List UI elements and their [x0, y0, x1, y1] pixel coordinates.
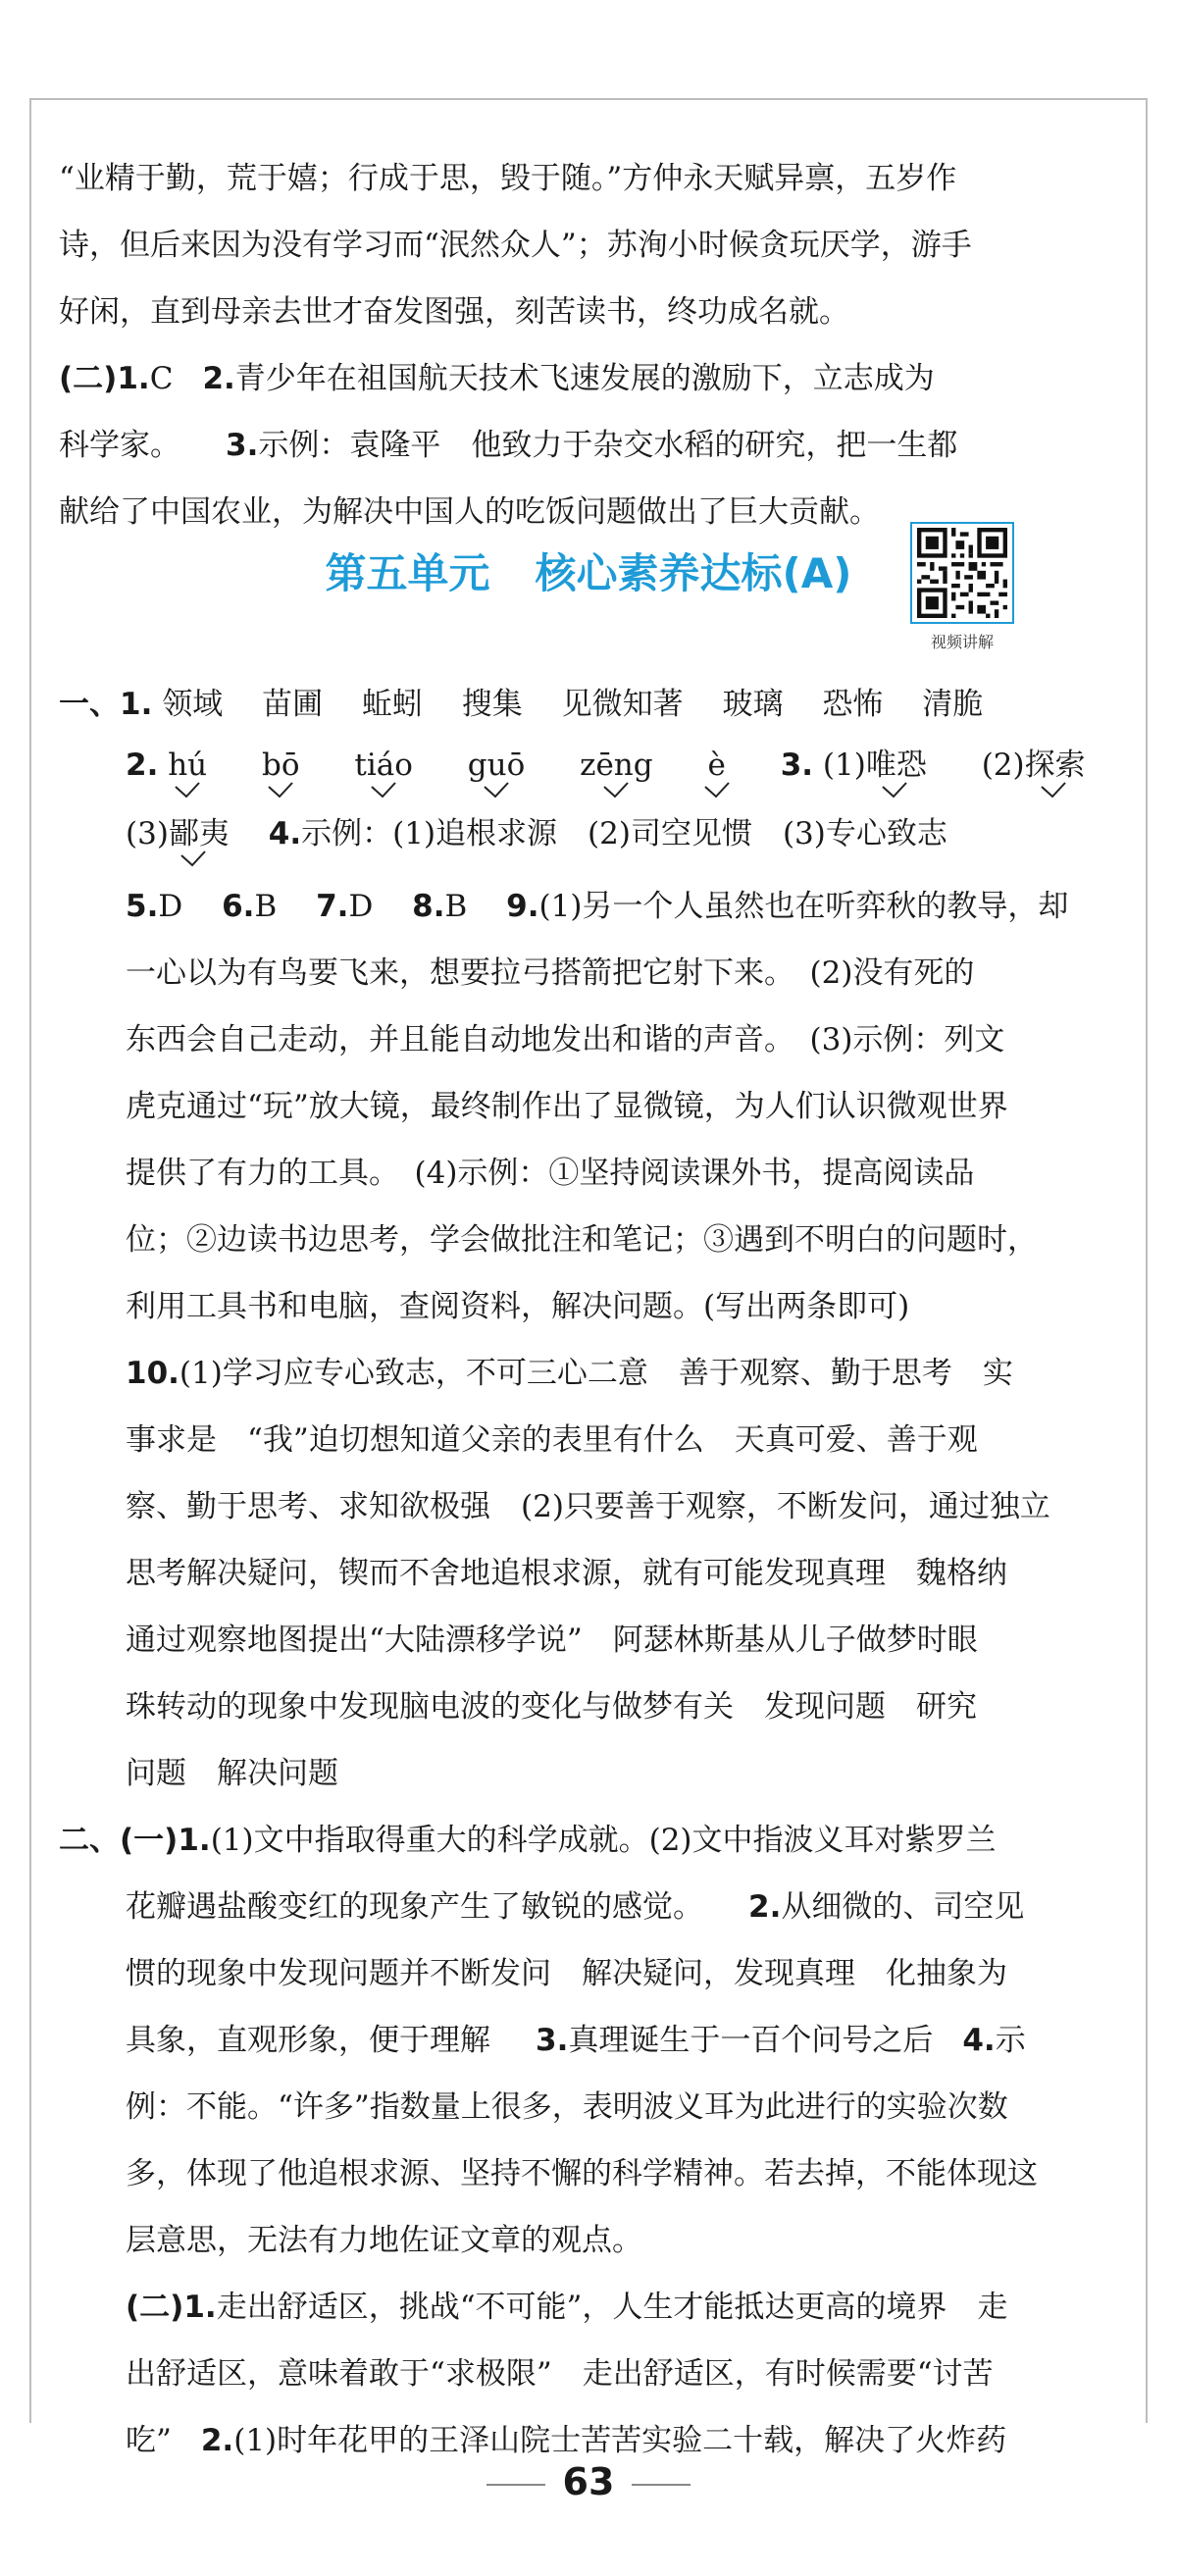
q10-line: 通过观察地图提出“大陆漂移学说” 阿瑟林斯基从儿子做梦时眼	[126, 1623, 978, 1658]
pinyin-item: guō	[468, 738, 525, 793]
sub1-text: 花瓣遇盐酸变红的现象产生了敏锐的感觉。	[126, 1889, 703, 1925]
part2-sub1-line-5: 例：不能。“许多”指数量上很多，表明波义耳为此进行的实验次数	[126, 2089, 1008, 2125]
part2-sub1-line-4	[126, 2013, 1118, 2068]
part2-sub1-line-2	[126, 1880, 1118, 1934]
mc-num: 6.	[222, 889, 255, 924]
part-a2-q1: C	[149, 361, 174, 396]
pinyin-item: è	[707, 738, 725, 793]
pinyin-item: hú	[168, 738, 207, 793]
part1-q2-num: 2.	[126, 747, 159, 783]
part-a2-label: (二)	[59, 361, 118, 396]
mc-answer: D	[348, 889, 374, 924]
intro-line-2: 诗，但后来因为没有学习而“泯然众人”；苏洵小时候贪玩厌学，游手	[59, 228, 972, 263]
q1-word: 玻璃	[722, 687, 784, 722]
part-a2-q2: 青少年在祖国航天技术飞速发展的激励下，立志成为	[234, 361, 935, 396]
mc-num: 5.	[126, 889, 159, 924]
part2-sub1-line-3: 惯的现象中发现问题并不断发问 解决疑问，发现真理 化抽象为	[126, 1956, 1007, 1991]
part2-sub2-line-2: 出舒适区，意味着敢于“求极限” 走出舒适区，有时候需要“讨苦	[126, 2356, 994, 2392]
q3-item: (1)唯恐	[823, 738, 927, 793]
q1-word: 恐怖	[822, 687, 884, 722]
check-mark-icon	[703, 781, 731, 799]
part-a2-q3: 示例：袁隆平 他致力于杂交水稻的研究，把一生都	[258, 428, 958, 463]
q3-item: (2)探索	[982, 738, 1086, 793]
qr-code-icon[interactable]	[910, 522, 1014, 624]
sub1-text: 示	[995, 2023, 1026, 2058]
page-frame-left	[29, 98, 31, 2423]
intro-line-3: 好闲，直到母亲去世才奋发图强，刻苦读书，终功成名就。	[59, 294, 849, 330]
mc-answer: B	[444, 889, 468, 924]
unit-title-left: 第五单元	[325, 549, 490, 597]
intro-line-1: “业精于勤，荒于嬉；行成于思，毁于随。”方仲永天赋异禀，五岁作	[59, 161, 957, 196]
part2-sub1-line-7: 层意思，无法有力地佐证文章的观点。	[126, 2223, 642, 2258]
q9-line: 东西会自己走动，并且能自动地发出和谐的声音。 (3)示例：列文	[126, 1022, 1005, 1057]
part-a2-q3-num: 3.	[226, 428, 259, 463]
sub1-text: (1)文中指取得重大的科学成就。(2)文中指波义耳对紫罗兰	[210, 1823, 997, 1858]
page-number	[0, 2452, 1177, 2511]
q1-word: 领域	[162, 687, 224, 722]
q9-line: 虎克通过“玩”放大镜，最终制作出了显微镜，为人们认识微观世界	[126, 1089, 1008, 1124]
check-mark-icon	[174, 781, 201, 799]
page-number-text: 63	[562, 2460, 615, 2503]
q1-word: 清脆	[922, 687, 984, 722]
part-a2-q2-num: 2.	[202, 361, 235, 396]
mc-answer: D	[158, 889, 183, 924]
part1-q1-num: 1.	[120, 687, 153, 722]
q1-word: 搜集	[461, 687, 523, 722]
q1-word: 见微知著	[561, 687, 684, 722]
part2-sub2-line-1	[126, 2280, 1118, 2335]
part1-q1-line	[59, 677, 1118, 732]
q-num: 2.	[748, 1889, 782, 1925]
q10-line: 珠转动的现象中发现脑电波的变化与做梦有关 发现问题 研究	[126, 1689, 977, 1725]
part2-sub2-label: (二)	[126, 2290, 184, 2325]
check-mark-icon	[602, 781, 630, 799]
q10-text: (1)学习应专心致志，不可三心二意 善于观察、勤于思考 实	[179, 1356, 1013, 1391]
pinyin-item: bō	[262, 738, 300, 793]
part1-q4: 示例：(1)追根求源 (2)司空见惯 (3)专心致志	[301, 816, 947, 851]
mc-answer: B	[254, 889, 278, 924]
part1-q10-num: 10.	[126, 1356, 179, 1391]
q-num: 1.	[183, 2290, 217, 2325]
sub2-text: 走出舒适区，挑战“不可能”，人生才能抵达更高的境界 走	[216, 2290, 1008, 2325]
q-num: 3.	[536, 2023, 569, 2058]
q10-line: 事求是 “我”迫切想知道父亲的表里有什么 天真可爱、善于观	[126, 1422, 978, 1458]
page-frame-right	[1146, 98, 1148, 2423]
q1-word: 蚯蚓	[361, 687, 423, 722]
q10-line: 问题 解决问题	[126, 1756, 338, 1791]
part1-q3q4-line	[126, 806, 1118, 861]
check-mark-icon	[267, 781, 294, 799]
mc-num: 7.	[316, 889, 349, 924]
pinyin-item: tiáo	[354, 738, 413, 793]
part2-sub1-line-1	[59, 1813, 1118, 1868]
q10-line: 思考解决疑问，锲而不舍地追根求源，就有可能发现真理 魏格纳	[126, 1556, 1007, 1591]
sub1-text: 具象，直观形象，便于理解	[126, 2023, 490, 2058]
sub2-text: (1)时年花甲的王泽山院士苦苦实验二十载，解决了火炸药	[233, 2423, 1007, 2458]
q-num: 4.	[962, 2023, 996, 2058]
part1-q4-num: 4.	[268, 816, 302, 851]
qr-caption: 视频讲解	[930, 633, 994, 651]
pinyin-item: zēng	[580, 738, 653, 793]
part-a2-line-1	[59, 351, 1118, 406]
q9-line: 提供了有力的工具。 (4)示例：①坚持阅读课外书，提高阅读品	[126, 1156, 975, 1191]
sub1-text: 从细微的、司空见	[781, 1889, 1025, 1925]
q9-line: 一心以为有鸟要飞来，想要拉弓搭箭把它射下来。 (2)没有死的	[126, 955, 975, 991]
part1-q2-line	[126, 738, 1118, 793]
q9-line: 位；②边读书边思考，学会做批注和笔记；③遇到不明白的问题时，	[126, 1222, 1038, 1258]
part-a2-q1-num: 1.	[117, 361, 150, 396]
part-a2-line-2	[59, 418, 1118, 473]
q9-text: (1)另一个人虽然也在听弈秋的教导，却	[538, 889, 1069, 924]
qr-code-graphic	[916, 528, 1008, 618]
q3-item: (3)鄙夷	[126, 806, 230, 861]
part1-q9-num: 9.	[506, 889, 539, 924]
page-number-dash	[486, 2484, 545, 2486]
part1-mc-q9-line	[126, 879, 1118, 934]
q-num: 2.	[200, 2423, 234, 2458]
part1-q3-num: 3.	[780, 747, 814, 783]
q10-line: 察、勤于思考、求知欲极强 (2)只要善于观察，不断发问，通过独立	[126, 1489, 1050, 1524]
check-mark-icon	[179, 850, 207, 867]
check-mark-icon	[1040, 781, 1067, 799]
part2-label: 二、	[59, 1823, 120, 1858]
q-num: 1.	[178, 1823, 211, 1858]
check-mark-icon	[370, 781, 397, 799]
part1-label: 一、	[59, 687, 120, 722]
unit-title-right: 核心素养达标(A)	[535, 549, 852, 597]
q1-word: 苗圃	[262, 687, 324, 722]
part2-sub1-line-6: 多，体现了他追根求源、坚持不懈的科学精神。若去掉，不能体现这	[126, 2156, 1038, 2191]
part-a2-line2-a: 科学家。	[59, 428, 180, 463]
page-number-dash	[632, 2484, 691, 2486]
sub1-text: 真理诞生于一百个问号之后	[568, 2023, 934, 2058]
q9-line: 利用工具书和电脑，查阅资料，解决问题。(写出两条即可)	[126, 1289, 910, 1324]
sub2-text: 吃”	[126, 2423, 172, 2458]
check-mark-icon	[483, 781, 510, 799]
check-mark-icon	[881, 781, 908, 799]
page-frame-top	[29, 98, 1148, 100]
mc-num: 8.	[412, 889, 445, 924]
q10-line-1	[126, 1346, 1118, 1401]
part2-sub1-label: (一)	[120, 1823, 179, 1858]
part-a2-line-3: 献给了中国农业，为解决中国人的吃饭问题做出了巨大贡献。	[59, 494, 880, 530]
